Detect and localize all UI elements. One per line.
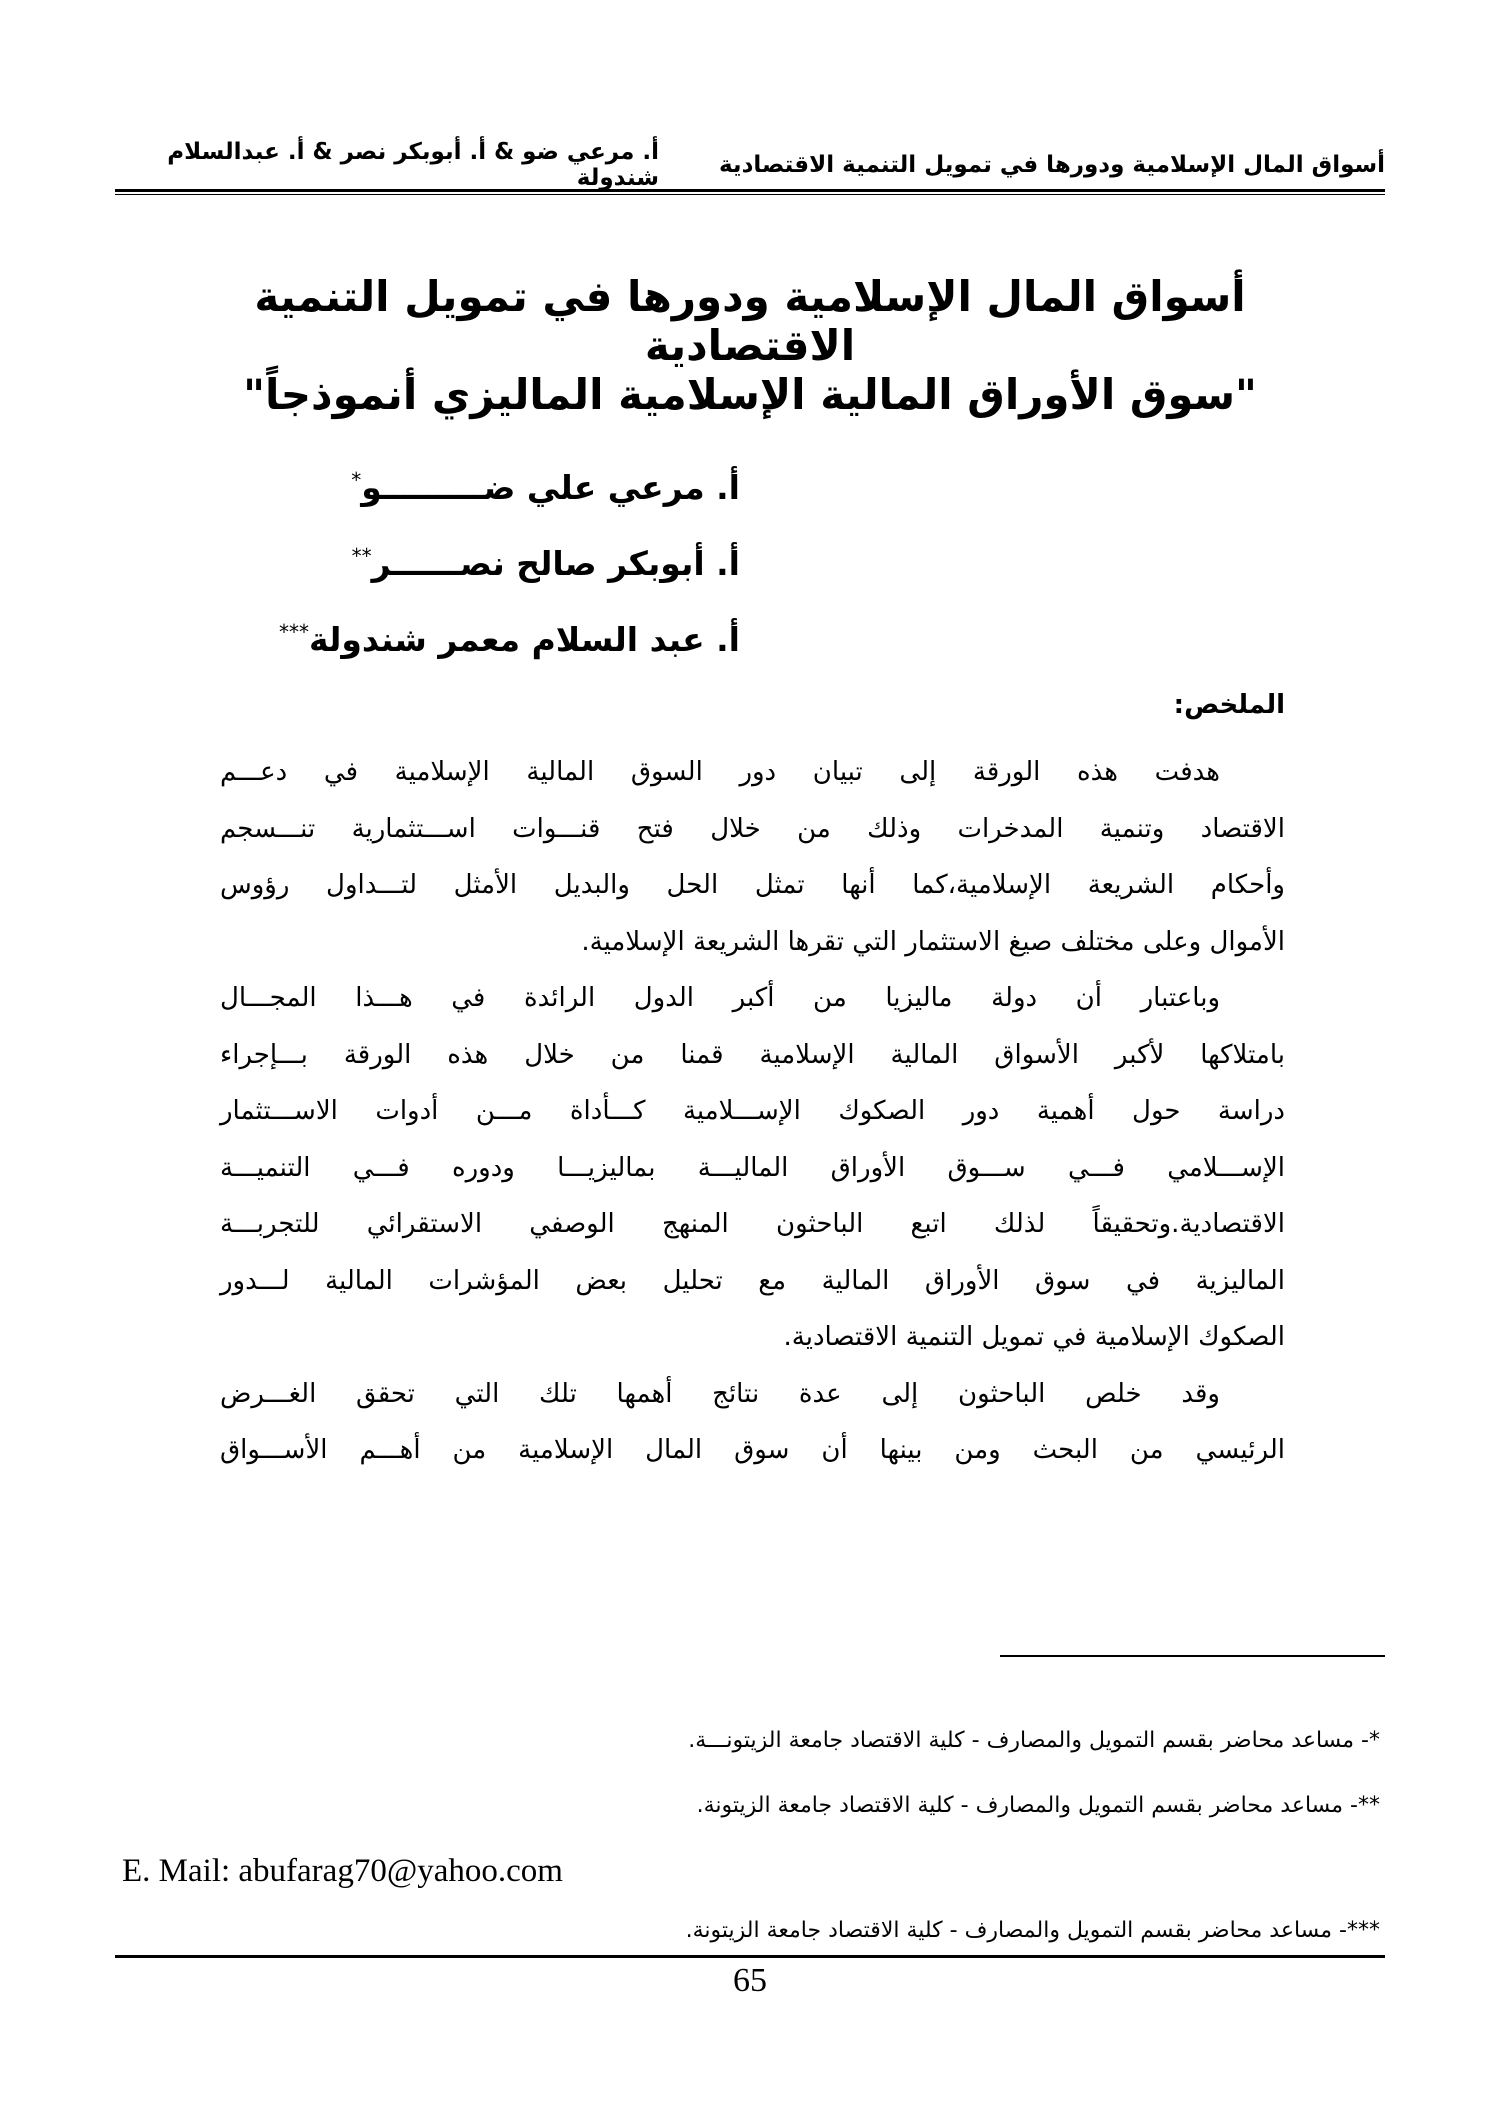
abstract-line: الإســـلامي فـــي ســـوق الأوراق الماليـــة بماليزيـــا ودوره فـــي التنميـــة (220, 1152, 1285, 1183)
abstract-line: الماليزية في سوق الأوراق المالية مع تحليل بعض المؤشرات المالية لـــدور (220, 1265, 1285, 1296)
footnote-mark: * (351, 468, 362, 492)
abstract-line: وأحكام الشريعة الإسلامية،كما أنها تمثل الحل والبديل الأمثل لتـــداول رؤوس (220, 870, 1285, 900)
footnote-mark: ** (351, 544, 372, 568)
footnote-2: **- مساعد محاضر بقسم التمويل والمصارف - كلية الاقتصاد جامعة الزيتونة. (696, 1793, 1380, 1818)
author-name: أ. أبوبكر صالح نصــــــر (371, 544, 740, 583)
author-3 (279, 620, 740, 659)
running-header (118, 139, 1385, 191)
footnote-1: *- مساعد محاضر بقسم التمويل والمصارف - كلية الاقتصاد جامعة الزيتونـــة. (688, 1728, 1380, 1753)
abstract-line: وقد خلص الباحثون إلى عدة نتائج أهمها تلك التي تحقق الغـــرض (220, 1378, 1220, 1409)
footnote-rule (1000, 1655, 1385, 1657)
paper-subtitle: "سوق الأوراق المالية الإسلامية الماليزي أنموذجاً" (243, 370, 1257, 419)
footnote-3: ***- مساعد محاضر بقسم التمويل والمصارف - كلية الاقتصاد جامعة الزيتونة. (685, 1918, 1380, 1943)
page-number: 65 (733, 1962, 767, 1999)
footnote-mark: *** (278, 620, 309, 644)
abstract-line: بامتلاكها لأكبر الأسواق المالية الإسلامية قمنا من خلال هذه الورقة بـــإجراء (220, 1039, 1285, 1070)
abstract-heading: الملخص: (1173, 690, 1285, 720)
abstract-line: وباعتبار أن دولة ماليزيا من أكبر الدول الرائدة في هـــذا المجـــال (220, 983, 1220, 1013)
header-rule-thin (115, 194, 1385, 195)
abstract-line: الاقتصادية.وتحقيقاً لذلك اتبع الباحثون المنهج الوصفي الاستقرائي للتجربـــة (220, 1209, 1285, 1239)
author-name: أ. عبد السلام معمر شندولة (308, 620, 740, 659)
author-name: أ. مرعي علي ضـــــــــو (361, 468, 740, 507)
author-2 (352, 544, 740, 583)
author-email: E. Mail: abufarag70@yahoo.com (122, 1853, 563, 1889)
abstract-line: هدفت هذه الورقة إلى تبيان دور السوق المالية الإسلامية في دعـــم (220, 757, 1220, 787)
header-authors: أ. مرعي ضو & أ. أبوبكر نصر & أ. عبدالسلام شندولة (167, 139, 659, 191)
abstract-line: الصكوك الإسلامية في تمويل التنمية الاقتصادية. (783, 1322, 1285, 1352)
abstract-line: الرئيسي من البحث ومن بينها أن سوق المال الإسلامية من أهـــم الأســـواق (220, 1435, 1285, 1465)
header-journal-title: أسواق المال الإسلامية ودورها في تمويل التنمية الاقتصادية (718, 152, 1385, 178)
footer-rule (115, 1955, 1385, 1958)
header-rule (115, 189, 1385, 192)
abstract-line: دراسة حول أهمية دور الصكوك الإســـلامية كـــأداة مـــن أدوات الاســـتثمار (220, 1096, 1285, 1126)
abstract-line: الأموال وعلى مختلف صيغ الاستثمار التي تقرها الشريعة الإسلامية. (581, 926, 1285, 957)
author-1 (351, 468, 740, 507)
abstract-line: الاقتصاد وتنمية المدخرات وذلك من خلال فتح قنـــوات اســـتثمارية تنـــسجم (220, 813, 1285, 844)
paper-title: أسواق المال الإسلامية ودورها في تمويل التنمية الاقتصادية (254, 272, 1246, 370)
